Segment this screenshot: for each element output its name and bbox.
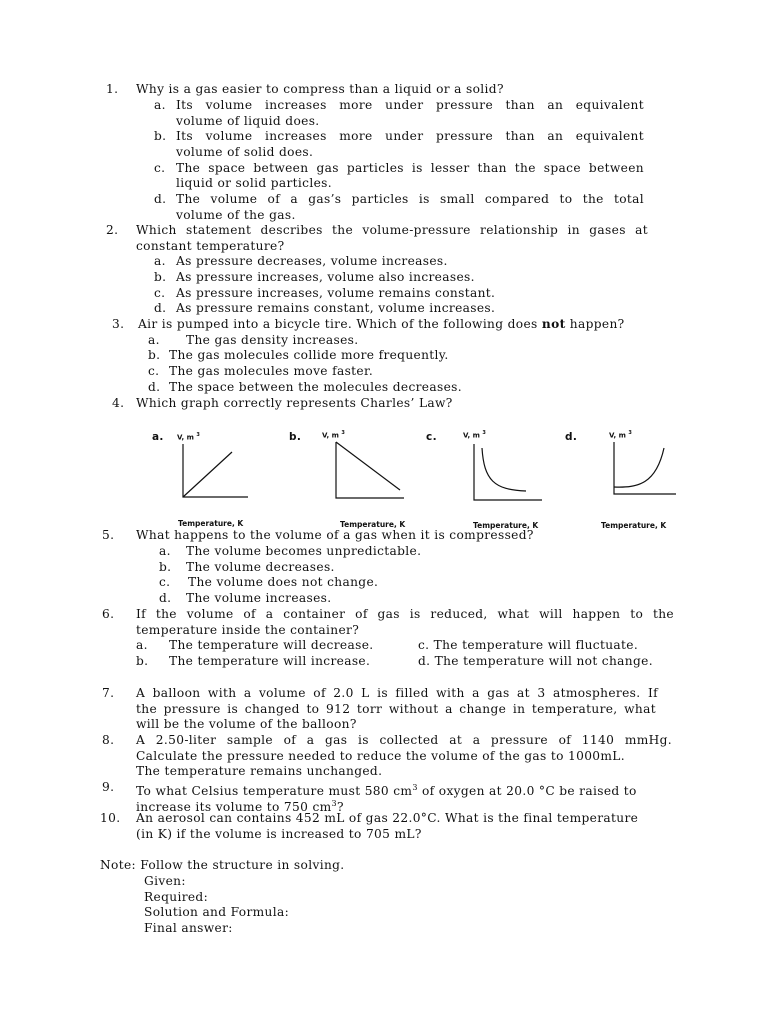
graph-b-curve (336, 442, 400, 490)
q2-choice-a-letter: a. (154, 254, 166, 268)
q2-stem-line2: constant temperature? (136, 239, 285, 253)
graph-a-curve (183, 452, 232, 497)
q3-stem-post: happen? (565, 317, 625, 331)
graph-a-axes (183, 444, 248, 497)
q2-choice-b: As pressure increases, volume also increases. (176, 270, 475, 284)
q1-choice-d-line2: volume of the gas. (176, 208, 296, 222)
q1-choice-c-line1: The space between gas particles is lesser than the space between (176, 161, 644, 175)
graph-b-plot (324, 438, 409, 503)
q3-choice-b-letter: b. (148, 348, 161, 362)
graph-c-ylabel: V, m $^3$ (463, 430, 486, 440)
q2-choice-d-letter: d. (154, 301, 167, 315)
q6-choice-a: The temperature will decrease. (169, 638, 374, 652)
q6-choice-b: The temperature will increase. (169, 654, 371, 668)
q10-number: 10. (100, 811, 121, 825)
q8-line2: Calculate the pressure needed to reduce the volume of the gas to 1000mL. (136, 749, 625, 763)
graph-c-curve (482, 448, 526, 491)
q5-choice-d-letter: d. (159, 591, 172, 605)
q1-choice-d-line1: The volume of a gas’s particles is small compared to the total (176, 192, 644, 206)
q3-stem (138, 317, 625, 333)
q2-number: 2. (106, 223, 119, 237)
note-solution: Solution and Formula: (144, 905, 290, 919)
q5-choice-b: The volume decreases. (186, 560, 335, 574)
q5-stem: What happens to the volume of a gas when it is compressed? (136, 528, 534, 542)
q6-choice-b-letter: b. (136, 654, 149, 668)
graph-b-xlabel: Temperature, K (340, 520, 406, 529)
graph-a-plot (170, 440, 255, 505)
q1-choice-a-line2: volume of liquid does. (176, 114, 320, 128)
q1-choice-b-line2: volume of solid does. (176, 145, 314, 159)
q3-choice-a: The gas density increases. (186, 333, 359, 347)
graph-d-ylabel: V, m $^3$ (609, 430, 632, 440)
q5-choice-c: The volume does not change. (188, 575, 379, 589)
q5-choice-b-letter: b. (159, 560, 172, 574)
q1-choice-b-letter: b. (154, 129, 167, 143)
q1-choice-a-letter: a. (154, 98, 166, 112)
q1-choice-b-line1: Its volume increases more under pressure than an equivalent (176, 129, 644, 143)
q5-choice-d: The volume increases. (186, 591, 332, 605)
q5-choice-a: The volume becomes unpredictable. (186, 544, 422, 558)
q9-line2-sup: 3 (331, 799, 337, 808)
graph-b-ylabel-sup: 3 (341, 430, 345, 436)
q3-choice-b: The gas molecules collide more frequently. (169, 348, 449, 362)
graph-d-letter: d. (565, 431, 578, 443)
graph-a-xlabel: Temperature, K (178, 519, 244, 528)
q3-choice-c: The gas molecules move faster. (169, 364, 374, 378)
q10-line2: (in K) if the volume is increased to 705 mL? (136, 827, 422, 841)
note-given: Given: (144, 874, 186, 888)
q2-choice-d: As pressure remains constant, volume increases. (176, 301, 496, 315)
q3-stem-bold: not (541, 317, 566, 331)
graph-d-curve (614, 448, 664, 487)
q3-choice-a-letter: a. (148, 333, 160, 347)
graph-a-ylabel-sup: 3 (196, 432, 200, 438)
q3-stem-pre: Air is pumped into a bicycle tire. Which of the following does (138, 317, 542, 331)
q9-line1-sup: 3 (412, 783, 418, 792)
q7-number: 7. (102, 686, 115, 700)
q9-line1: To what Celsius temperature must 580 $cm^3$ of oxygen at 20.0 °C be raised to (136, 783, 637, 799)
q4-number: 4. (112, 396, 125, 410)
graph-c-xlabel: Temperature, K (473, 521, 539, 530)
q1-choice-a-line1: Its volume increases more under pressure than an equivalent (176, 98, 644, 112)
q2-choice-c-letter: c. (154, 286, 166, 300)
q7-line3: will be the volume of the balloon? (136, 717, 357, 731)
q1-number: 1. (106, 82, 119, 96)
q8-number: 8. (102, 733, 115, 747)
graph-c-plot (462, 440, 547, 505)
graph-c-axes (474, 444, 542, 500)
graph-d-xlabel: Temperature, K (601, 521, 667, 530)
q3-choice-d: The space between the molecules decreases. (169, 380, 462, 394)
q9-number: 9. (102, 780, 115, 794)
note-final-answer: Final answer: (144, 921, 233, 935)
q4-stem: Which graph correctly represents Charles’ Law? (136, 396, 453, 410)
q6-stem-line2: temperature inside the container? (136, 623, 360, 637)
note-title: Note: Follow the structure in solving. (100, 858, 345, 872)
q3-choice-c-letter: c. (148, 364, 160, 378)
graph-c-ylabel-sup: 3 (482, 430, 486, 436)
note-required: Required: (144, 890, 209, 904)
q6-number: 6. (102, 607, 115, 621)
q2-stem-line1: Which statement describes the volume-pressure relationship in gases at (136, 223, 648, 237)
q3-choice-d-letter: d. (148, 380, 161, 394)
graph-a-ylabel: V, m $^3$ (177, 432, 200, 442)
q5-choice-a-letter: a. (159, 544, 171, 558)
q5-choice-c-letter: c. (159, 575, 171, 589)
q6-choice-a-letter: a. (136, 638, 148, 652)
q5-number: 5. (102, 528, 115, 542)
graph-c-letter: c. (426, 431, 437, 443)
q1-choice-d-letter: d. (154, 192, 167, 206)
q8-line1: A 2.50-liter sample of a gas is collected at a pressure of 1140 mmHg. (136, 733, 672, 747)
graph-b-letter: b. (289, 431, 302, 443)
q6-choice-d: d. The temperature will not change. (418, 654, 653, 668)
graph-d-ylabel-sup: 3 (628, 430, 632, 436)
q6-choice-c: c. The temperature will fluctuate. (418, 638, 639, 652)
q1-choice-c-line2: liquid or solid particles. (176, 176, 332, 190)
q7-line2: the pressure is changed to 912 torr without a change in temperature, what (136, 702, 656, 716)
q3-number: 3. (112, 317, 125, 331)
graph-a-letter: a. (152, 431, 164, 443)
q2-choice-b-letter: b. (154, 270, 167, 284)
q2-choice-a: As pressure decreases, volume increases. (176, 254, 448, 268)
q6-stem-line1: If the volume of a container of gas is reduced, what will happen to the (136, 607, 674, 621)
q10-line1: An aerosol can contains 452 mL of gas 22.0°C. What is the final temperature (136, 811, 639, 825)
q2-choice-c: As pressure increases, volume remains constant. (176, 286, 496, 300)
q1-choice-c-letter: c. (154, 161, 166, 175)
q1-stem: Why is a gas easier to compress than a liquid or a solid? (136, 82, 504, 96)
graph-d-plot (604, 438, 680, 503)
graph-b-ylabel: V, m $^3$ (322, 430, 345, 440)
q9-line2: increase its volume to 750 $cm^3$? (136, 799, 344, 815)
q7-line1: A balloon with a volume of 2.0 L is filled with a gas at 3 atmospheres. If (136, 686, 658, 700)
graph-d-axes (614, 442, 676, 494)
q8-line3: The temperature remains unchanged. (136, 764, 383, 778)
